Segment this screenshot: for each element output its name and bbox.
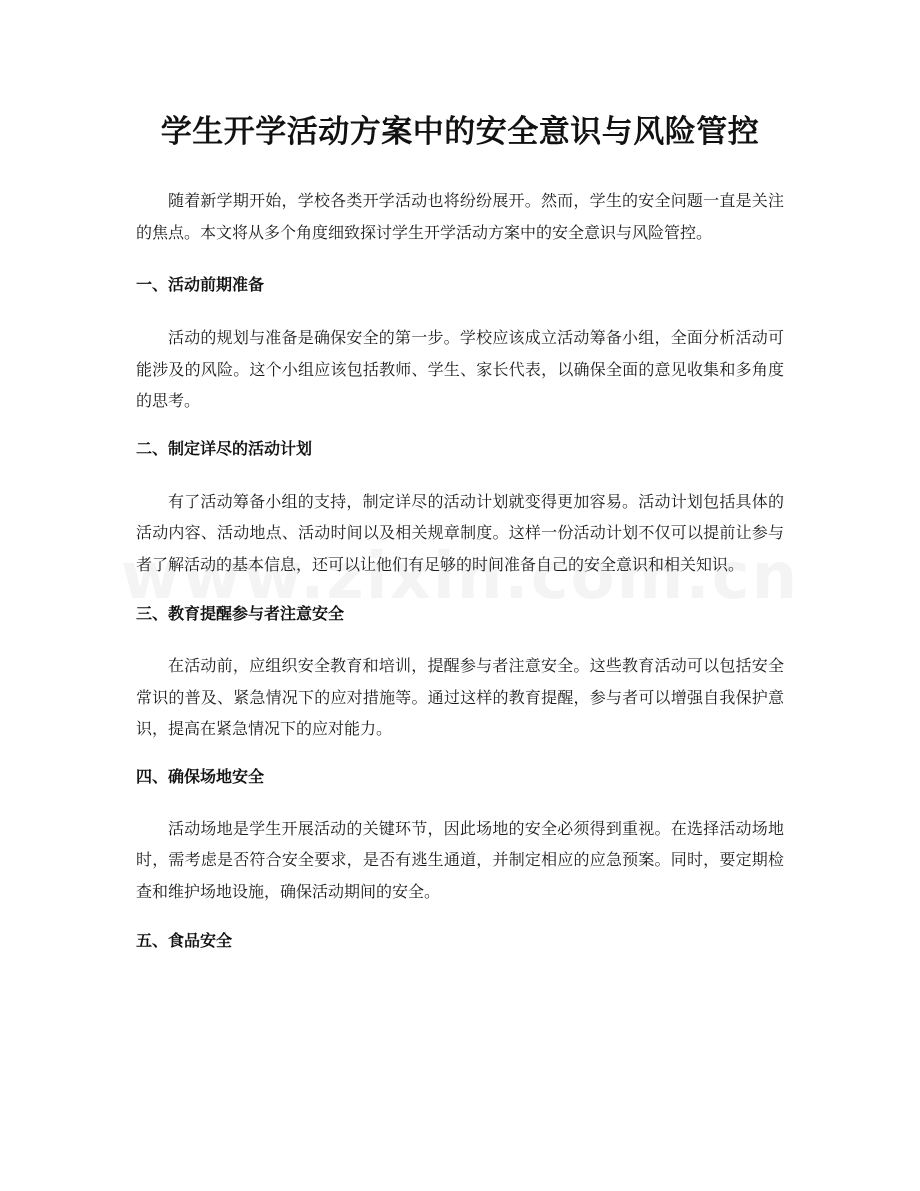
section-heading-1: 一、活动前期准备	[136, 275, 265, 294]
page-title: 学生开学活动方案中的安全意识与风险管控	[160, 114, 760, 150]
section-body-4: 活动场地是学生开展活动的关键环节，因此场地的安全必须得到重视。在选择活动场地时，需考虑是否符合安全要求，是否有逃生通道，并制定相应的应急预案。同时，要定期检查和维护场地设施，确保活动期间的安全。	[136, 818, 784, 901]
section-heading-5: 五、食品安全	[136, 931, 233, 950]
section-body-3: 在活动前，应组织安全教育和培训，提醒参与者注意安全。这些教育活动可以包括安全常识的普及、紧急情况下的应对措施等。通过这样的教育提醒，参与者可以增强自我保护意识，提高在紧急情况下的应对能力。	[136, 656, 784, 738]
section-body-1: 活动的规划与准备是确保安全的第一步。学校应该成立活动筹备小组，全面分析活动可能涉及的风险。这个小组应该包括教师、学生、家长代表，以确保全面的意见收集和多角度的思考。	[136, 328, 784, 410]
section-heading-3: 三、教育提醒参与者注意安全	[136, 604, 345, 623]
section-heading-2: 二、制定详尽的活动计划	[136, 438, 313, 458]
section-body-2: 有了活动筹备小组的支持，制定详尽的活动计划就变得更加容易。活动计划包括具体的活动内容、活动地点、活动时间以及相关规章制度。这样一份活动计划不仅可以提前让参与者了解活动的基本信息，还可以让他们有足够的时间准备自己的安全意识和相关知识。	[136, 491, 784, 574]
section-heading-4: 四、确保场地安全	[136, 766, 265, 786]
intro-paragraph: 随着新学期开始，学校各类开学活动也将纷纷展开。然而，学生的安全问题一直是关注的焦点。本文将从多个角度细致探讨学生开学活动方案中的安全意识与风险管控。	[136, 191, 784, 242]
